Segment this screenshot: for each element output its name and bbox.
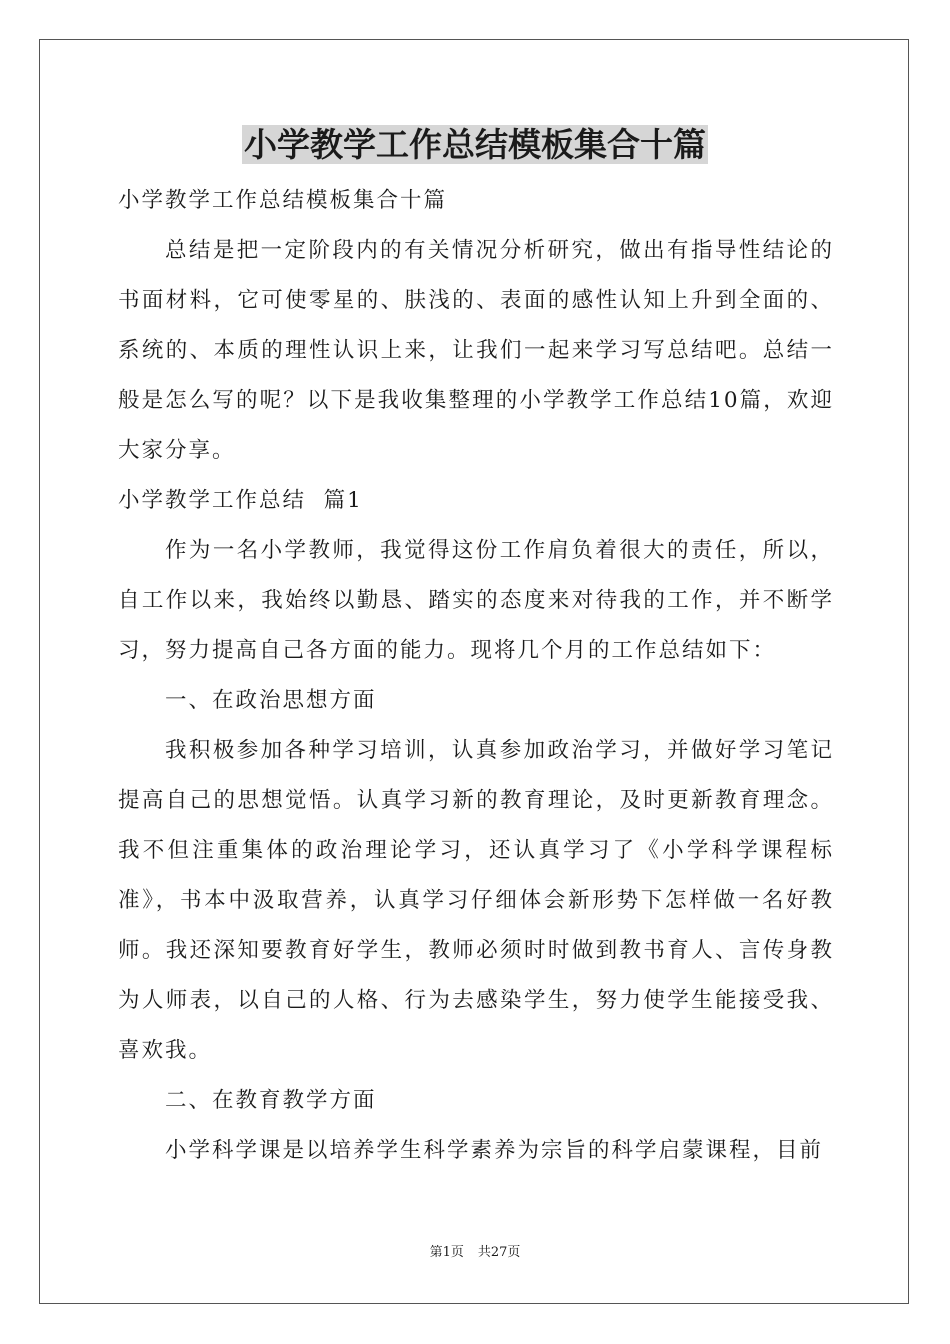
section-heading: 小学教学工作总结 篇1 [118,488,363,513]
subheading-politics: 一、在政治思想方面 [165,688,377,713]
page-number: 第1页 [429,1245,464,1260]
paragraph-3: 小学科学课是以培养学生科学素养为宗旨的科学启蒙课程，目前 [165,1138,824,1163]
paragraph-1: 作为一名小学教师，我觉得这份工作肩负着很大的责任，所以，自工作以来，我始终以勤恳、踏实的态度来对待我的工作，并不断学习，努力提高自己各方面的能力。现将几个月的工作总结如下： [118,538,834,663]
document-subtitle: 小学教学工作总结模板集合十篇 [118,188,448,213]
subheading-teaching: 二、在教育教学方面 [165,1088,377,1113]
document-body [118,176,834,1176]
intro-paragraph: 总结是把一定阶段内的有关情况分析研究，做出有指导性结论的书面材料，它可使零星的、肤浅的、表面的感性认知上升到全面的、系统的、本质的理性认识上来，让我们一起来学习写总结吧。总结一般是怎么写的呢？以下是我收集整理的小学教学工作总结10篇，欢迎大家分享。 [118,238,834,463]
page-total: 共27页 [477,1245,521,1260]
document-title: 小学教学工作总结模板集合十篇 [244,125,706,164]
paragraph-2: 我积极参加各种学习培训，认真参加政治学习，并做好学习笔记提高自己的思想觉悟。认真学习新的教育理论，及时更新教育理念。我不但注重集体的政治理论学习，还认真学习了《小学科学课程标准》，书本中汲取营养，认真学习仔细体会新形势下怎样做一名好教师。我还深知要教育好学生，教师必须时时做到教书育人、言传身教为人师表，以自己的人格、行为去感染学生，努力使学生能接受我、喜欢我。 [118,738,834,1063]
page-footer [0,1243,950,1263]
